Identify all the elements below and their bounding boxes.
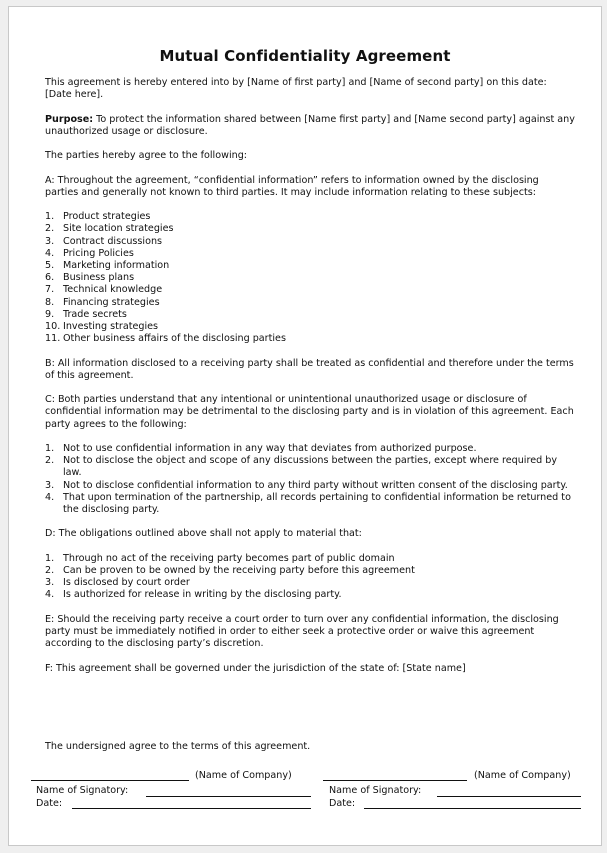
section-a: A: Throughout the agreement, “confidential information” refers to information owned by the disclosing parties and generally not known to third parties. It may include information relating to these subjects: [45,174,539,198]
list-c [45,443,575,516]
list-item: 4. Pricing Policies [45,247,134,259]
date-line[interactable] [364,808,581,809]
list-item: 6. Business plans [45,272,135,284]
list-item: 2. Can be proven to be owned by the receiving party before this agreement [45,564,415,576]
purpose-paragraph [45,114,575,138]
company-signature-line[interactable] [31,780,189,781]
list-item: 11. Other business affairs of the disclosing parties [45,333,286,345]
date-label: Date: [329,798,356,809]
signatory-line[interactable] [146,796,311,797]
date-label: Date: [36,798,63,809]
list-item: 3. Is disclosed by court order [45,577,190,589]
list-item: 3. Contract discussions [45,235,163,247]
list-item: 3. Not to disclose confidential information to any third party without written consent of the disclosing party. [45,479,568,491]
section-d: D: The obligations outlined above shall not apply to material that: [45,528,362,540]
list-item: 4. That upon termination of the partnership, all records pertaining to confidential information be returned to the disclosing party. [45,491,571,515]
signatory-label: Name of Signatory: [329,785,422,796]
list-item: 7. Technical knowledge [45,284,163,296]
list-item: 4. Is authorized for release in writing by the disclosing party. [45,589,342,601]
list-item: 8. Financing strategies [45,296,160,308]
list-item: 9. Trade secrets [45,308,127,320]
list-d [45,553,575,602]
list-item: 10. Investing strategies [45,321,159,332]
list-item: 1. Not to use confidential information in any way that deviates from authorized purpose. [45,442,477,454]
list-item: 2. Site location strategies [45,223,174,235]
document-body [45,77,575,687]
section-b: B: All information disclosed to a receiving party shall be treated as confidential and therefore under the terms of this agreement. [45,357,574,381]
purpose-text: To protect the information shared between [Name first party] and [Name second party] against any unauthorized usage or disclosure. [45,113,575,137]
signatory-line[interactable] [437,796,581,797]
intro-paragraph: This agreement is hereby entered into by [Name of first party] and [Name of second party] on this date: [Date here]. [45,77,547,101]
date-line[interactable] [72,808,311,809]
company-label: (Name of Company) [195,770,292,781]
purpose-label: Purpose: [45,113,94,125]
list-item: 1. Product strategies [45,211,151,223]
company-label: (Name of Company) [474,770,571,781]
signatory-label: Name of Signatory: [36,785,129,796]
undersigned-statement: The undersigned agree to the terms of this agreement. [45,741,311,752]
section-e: E: Should the receiving party receive a court order to turn over any confidential information, the disclosing party must be immediately notified in order to either seek a protective order or waive this agreement according to the disclosing party’s discretion. [45,613,559,650]
list-item: 1. Through no act of the receiving party becomes part of public domain [45,552,395,564]
company-signature-line[interactable] [323,780,467,781]
agree-intro: The parties hereby agree to the following: [45,150,248,162]
list-item: 5. Marketing information [45,259,170,271]
document-page [8,6,602,846]
section-f: F: This agreement shall be governed under the jurisdiction of the state of: [State name] [45,662,466,674]
list-a [45,211,575,345]
list-item: 2. Not to disclose the object and scope of any discussions between the parties, except where required by law. [45,455,558,479]
document-title: Mutual Confidentiality Agreement [159,47,451,65]
section-c: C: Both parties understand that any intentional or unintentional unauthorized usage or disclosure of confidential information may be detrimental to the disclosing party and is in violation of this agreement. Each party agrees to the following: [45,394,574,430]
